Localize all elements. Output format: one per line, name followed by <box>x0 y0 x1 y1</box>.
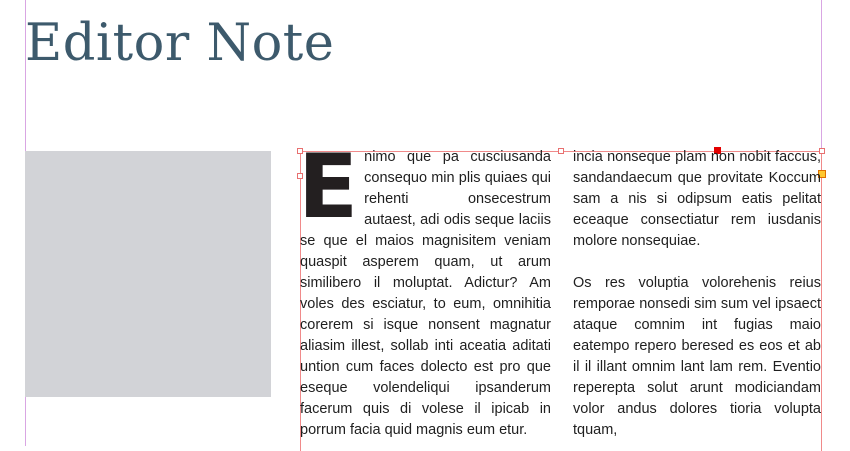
paragraph: nimo que pa cusciusanda consequo min plis quiaes qui rehenti onsecestrum autaest, adi odis seque laciis se que el maios magnisitem veniam quaspit asperem quam, ut arum similibero il moluptat. Adictur? Am voles des esciatur, to eum, omnihitia corerem si isque nonsent magnatur aliasim illest, sollab inti aceatia aditati untion cum faces dolecto est pro que eseque volendeliqui ipsanderum facerum quis di volese il ipicab in porrum facia quid magnis eum etur. <box>300 149 551 438</box>
text-column-1[interactable] <box>298 135 551 441</box>
paragraph: incia nonseque plam non nobit faccus, sandandaecum que provitate Koccum sam a nis si odipsum eatis pelitat eceaque consectiatur rem iusdanis molore nonsequiae. <box>573 149 821 249</box>
page-title[interactable]: Editor Note <box>25 14 335 73</box>
text-column-2[interactable] <box>573 147 821 441</box>
paragraph: Os res voluptia volorehenis reius remporae nonsedi sim sum vel ipsaect ataque comnim int fugias maio eatempo repero beresed es eos et ab il il illant omnim lant lam rem. Eventio reperepta solut arunt modiciandam volor andus dolores tioria volupta tquam, <box>573 275 821 438</box>
paragraph-spacer <box>573 252 821 273</box>
drop-cap: E <box>298 135 359 238</box>
image-placeholder[interactable] <box>25 151 271 397</box>
frame-handle-top-middle[interactable] <box>558 148 564 154</box>
